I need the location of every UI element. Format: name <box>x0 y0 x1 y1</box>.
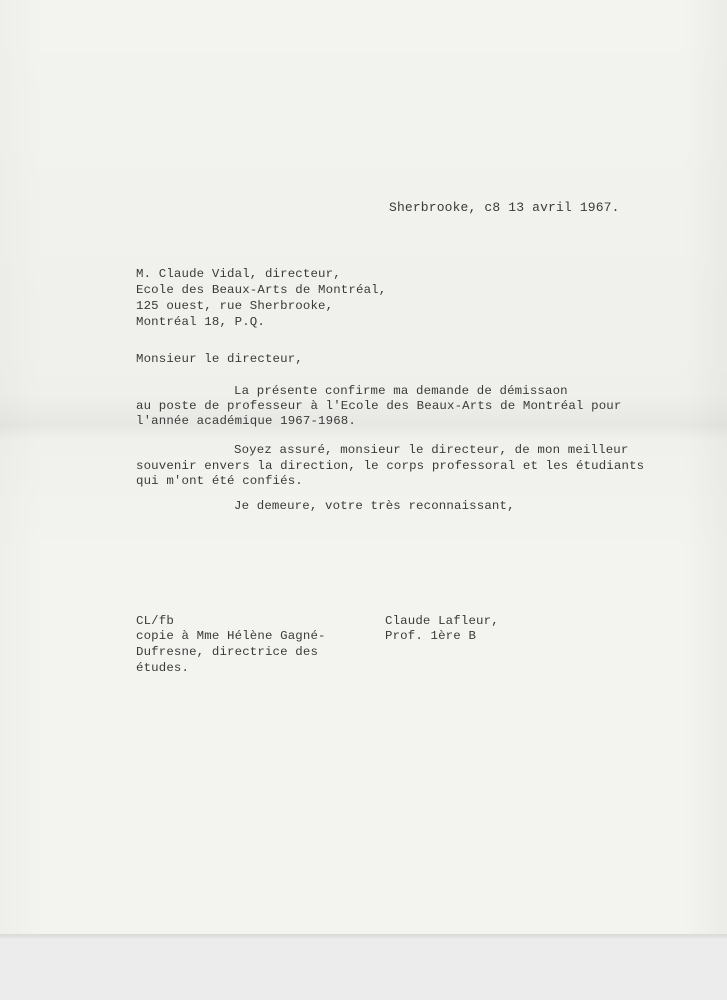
closing-line: Je demeure, votre très reconnaissant, <box>234 499 515 513</box>
paragraph-2-line-2: souvenir envers la direction, le corps professoral et les étudiants <box>136 459 645 473</box>
signature-name: Claude Lafleur, <box>385 614 499 628</box>
paragraph-2-line-3: qui m'ont été confiés. <box>136 474 303 488</box>
paragraph-1-line-2: au poste de professeur à l'Ecole des Beaux-Arts de Montréal pour <box>136 399 622 413</box>
recipient-line-2: Ecole des Beaux-Arts de Montréal, <box>136 283 387 297</box>
reference-initials: CL/fb <box>136 614 174 628</box>
recipient-line-1: M. Claude Vidal, directeur, <box>136 267 341 281</box>
paragraph-1-line-3: l'année académique 1967-1968. <box>136 414 356 428</box>
dateline: Sherbrooke, c8 13 avril 1967. <box>389 200 620 215</box>
paragraph-1-line-1: La présente confirme ma demande de démissaon <box>234 384 568 398</box>
paragraph-2-line-1: Soyez assuré, monsieur le directeur, de mon meilleur <box>234 443 629 457</box>
recipient-line-4: Montréal 18, P.Q. <box>136 315 265 329</box>
copy-note-line-1: copie à Mme Hélène Gagné- <box>136 629 326 643</box>
copy-note-line-3: études. <box>136 661 190 675</box>
sheet-bottom-edge <box>0 934 727 938</box>
recipient-line-3: 125 ouest, rue Sherbrooke, <box>136 299 334 313</box>
salutation: Monsieur le directeur, <box>136 352 303 366</box>
signature-title: Prof. 1ère B <box>385 629 477 643</box>
copy-note-line-2: Dufresne, directrice des <box>136 645 319 659</box>
